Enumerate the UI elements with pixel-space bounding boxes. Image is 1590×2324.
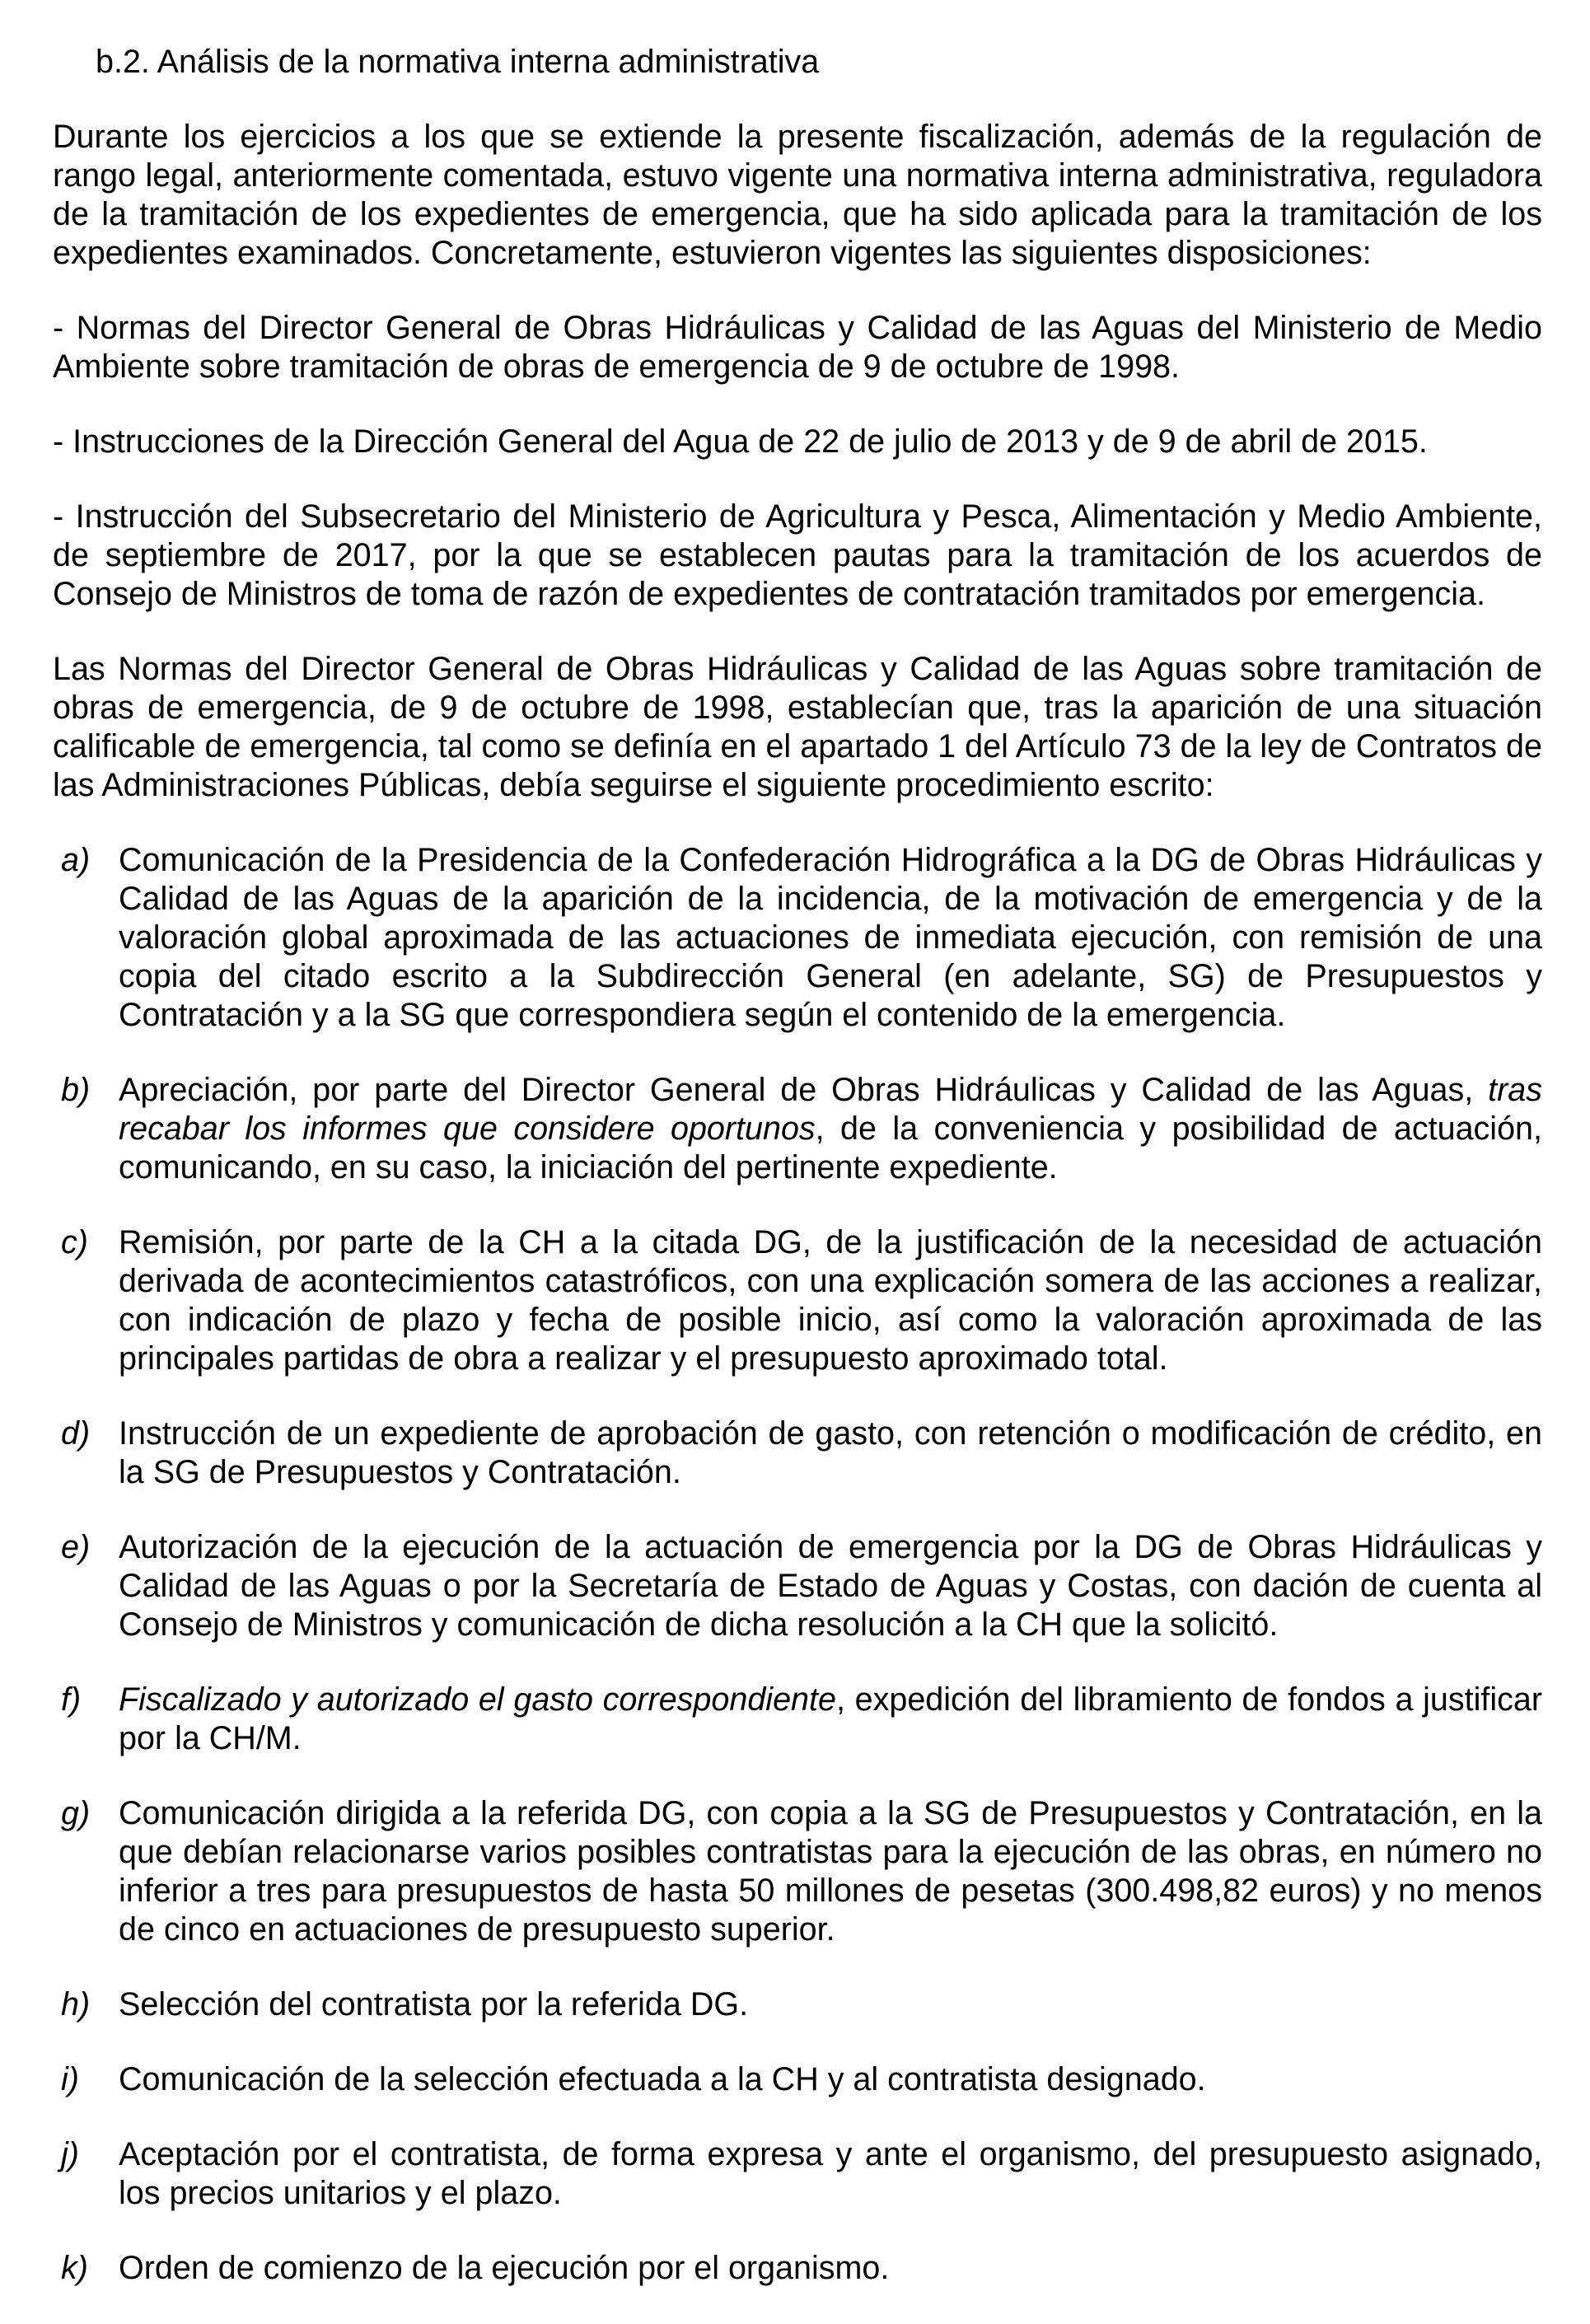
- step-text: Comunicación de la Presidencia de la Confederación Hidrográfica a la DG de Obras Hidráulicas y Calidad de las Aguas de la aparición de la incidencia, de la motivación de emergencia y de la valoración global aproximada de las actuaciones de inmediata ejecución, con remisión de una copia del citado escrito a la Subdirección General (en adelante, SG) de Presupuestos y Contratación y a la SG que correspondiera según el contenido de la emergencia.: [119, 842, 1542, 1033]
- disposition-item: - Normas del Director General de Obras Hidráulicas y Calidad de las Aguas del Ministerio de Medio Ambiente sobre tramitación de obras de emergencia de 9 de octubre de 1998.: [53, 310, 1542, 385]
- step-marker: b): [61, 1072, 91, 1108]
- step-marker: a): [61, 842, 91, 878]
- procedure-step-c: [53, 1223, 1542, 1378]
- document-page: [53, 43, 1542, 2324]
- procedure-step-f: [53, 1681, 1542, 1758]
- step-text: Remisión, por parte de la CH a la citada DG, de la justificación de la necesidad de actuación derivada de acontecimientos catastróficos, con una explicación somera de las acciones a realizar, con indicación de plazo y fecha de posible inicio, así como la valoración aproximada de las principales partidas de obra a realizar y el presupuesto aproximado total.: [119, 1224, 1542, 1377]
- procedure-step-g: [53, 1794, 1542, 1949]
- step-text: Orden de comienzo de la ejecución por el organismo.: [119, 2250, 890, 2286]
- procedure-step-b: [53, 1071, 1542, 1187]
- step-text-part: Apreciación, por parte del Director General de Obras Hidráulicas y Calidad de las Aguas,: [119, 1072, 1489, 1108]
- procedure-step-e: [53, 1528, 1542, 1644]
- step-marker: h): [61, 1986, 91, 2022]
- step-marker: f): [61, 1681, 82, 1718]
- step-text: [119, 1681, 1542, 1756]
- step-text: [119, 1072, 1542, 1185]
- step-text: Comunicación dirigida a la referida DG, con copia a la SG de Presupuestos y Contratación, en la que debían relacionarse varios posibles contratistas para la ejecución de las obras, en número no inferior a tres para presupuestos de hasta 50 millones de pesetas (300.498,82 euros) y no menos de cinco en actuaciones de presupuesto superior.: [119, 1795, 1542, 1948]
- procedure-step-h: [53, 1985, 1542, 2024]
- disposition-item: - Instrucciones de la Dirección General del Agua de 22 de julio de 2013 y de 9 de abril de 2015.: [53, 423, 1428, 460]
- step-text-italic: Fiscalizado y autorizado el gasto correspondiente: [119, 1681, 836, 1718]
- procedure-step-k: [53, 2249, 1542, 2288]
- step-marker: k): [61, 2250, 88, 2286]
- step-text: Autorización de la ejecución de la actuación de emergencia por la DG de Obras Hidráulicas y Calidad de las Aguas o por la Secretaría de Estado de Aguas y Costas, con dación de cuenta al Consejo de Ministros y comunicación de dicha resolución a la CH que la solicitó.: [119, 1529, 1542, 1643]
- step-marker: d): [61, 1415, 91, 1452]
- procedure-intro-paragraph: Las Normas del Director General de Obras Hidráulicas y Calidad de las Aguas sobre tramitación de obras de emergencia, de 9 de octubre de 1998, establecían que, tras la aparición de una situación calificable de emergencia, tal como se definía en el apartado 1 del Artículo 73 de la ley de Contratos de las Administraciones Públicas, debía seguirse el siguiente procedimiento escrito:: [53, 651, 1542, 803]
- step-text: Aceptación por el contratista, de forma expresa y ante el organismo, del presupuesto asignado, los precios unitarios y el plazo.: [119, 2136, 1542, 2211]
- section-heading: b.2. Análisis de la normativa interna administrativa: [96, 44, 820, 80]
- step-text: Comunicación de la selección efectuada a la CH y al contratista designado.: [119, 2061, 1206, 2097]
- step-marker: j): [61, 2136, 79, 2172]
- step-marker: c): [61, 1224, 88, 1260]
- step-text-part: , expedición del libramiento de fondos a justificar por la CH/M.: [119, 1681, 1542, 1756]
- step-text: Selección del contratista por la referida DG.: [119, 1986, 749, 2022]
- procedure-step-j: [53, 2135, 1542, 2213]
- intro-paragraph: Durante los ejercicios a los que se extiende la presente fiscalización, además de la regulación de rango legal, anteriormente comentada, estuvo vigente una normativa interna administrativa, reguladora de la tramitación de los expedientes de emergencia, que ha sido aplicada para la tramitación de los expedientes examinados. Concretamente, estuvieron vigentes las siguientes disposiciones:: [53, 119, 1542, 271]
- step-text-italic: tras recabar los informes que considere oportunos: [119, 1072, 1542, 1147]
- procedure-steps-list: [53, 841, 1542, 2288]
- procedure-step-d: [53, 1415, 1542, 1492]
- step-marker: i): [61, 2061, 79, 2097]
- procedure-step-a: [53, 841, 1542, 1035]
- disposition-item: - Instrucción del Subsecretario del Ministerio de Agricultura y Pesca, Alimentación y Medio Ambiente, de septiembre de 2017, por la que se establecen pautas para la tramitación de los acuerdos de Consejo de Ministros de toma de razón de expedientes de contratación tramitados por emergencia.: [53, 498, 1542, 612]
- step-text-part: , de la conveniencia y posibilidad de actuación, comunicando, en su caso, la iniciación del pertinente expediente.: [119, 1111, 1542, 1185]
- step-marker: g): [61, 1795, 91, 1831]
- step-text: Instrucción de un expediente de aprobación de gasto, con retención o modificación de crédito, en la SG de Presupuestos y Contratación.: [119, 1415, 1542, 1490]
- step-marker: e): [61, 1529, 91, 1565]
- procedure-step-i: [53, 2060, 1542, 2099]
